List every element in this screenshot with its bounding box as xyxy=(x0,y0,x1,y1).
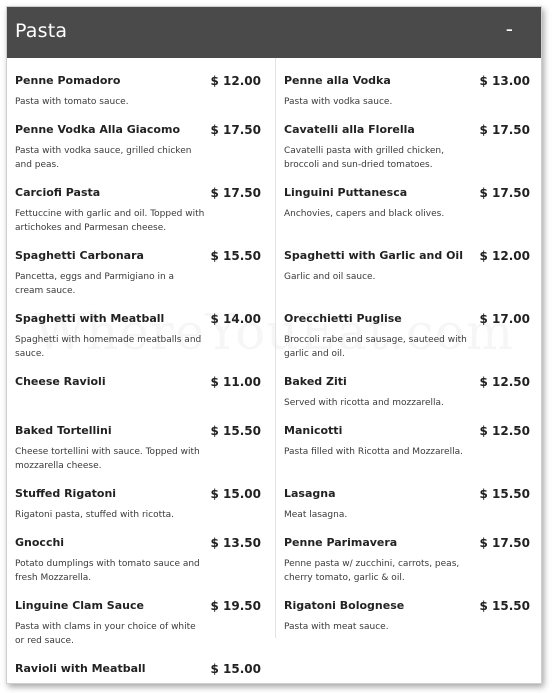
item-name: Lasagna xyxy=(284,487,336,500)
item-price: $ 12.50 xyxy=(479,424,530,438)
item-name: Manicotti xyxy=(284,424,343,437)
item-price: $ 12.00 xyxy=(210,74,261,88)
item-description: Served with ricotta and mozzarella. xyxy=(284,398,444,408)
pasta-menu-card xyxy=(6,6,542,684)
item-description: Garlic and oil sauce. xyxy=(284,272,376,282)
item-description: Potato dumplings with tomato sauce and fresh Mozzarella. xyxy=(15,559,200,583)
item-name: Linguini Puttanesca xyxy=(284,186,408,199)
item-price: $ 13.50 xyxy=(210,536,261,550)
item-description: Anchovies, capers and black olives. xyxy=(284,209,445,219)
item-description: Spaghetti with homemade meatballs and sauce. xyxy=(15,335,202,359)
item-price: $ 12.50 xyxy=(479,375,530,389)
item-description: Pasta with vodka sauce, grilled chicken and peas. xyxy=(15,146,192,170)
item-name: Spaghetti Carbonara xyxy=(15,249,144,262)
item-name: Cheese Ravioli xyxy=(15,375,106,388)
item-name: Linguine Clam Sauce xyxy=(15,599,144,612)
item-description: Pancetta, eggs and Parmigiano in a cream sauce. xyxy=(15,272,175,296)
item-name: Penne Vodka Alla Giacomo xyxy=(15,123,181,136)
item-price: $ 17.50 xyxy=(479,186,530,200)
item-price: $ 17.50 xyxy=(479,536,530,550)
item-price: $ 17.50 xyxy=(479,123,530,137)
item-description: Pasta filled with Ricotta and Mozzarella. xyxy=(284,447,463,457)
item-description: Rigatoni pasta, stuffed with ricotta. xyxy=(15,510,175,520)
item-name: Penne alla Vodka xyxy=(284,74,391,87)
section-title: Pasta xyxy=(15,20,68,42)
item-price: $ 15.50 xyxy=(210,424,261,438)
item-price: $ 11.00 xyxy=(210,375,261,389)
item-price: $ 14.00 xyxy=(210,312,261,326)
item-description: Broccoli rabe and sausage, sauteed with garlic and oil. xyxy=(284,335,467,359)
item-name: Spaghetti with Meatball xyxy=(15,312,165,325)
item-name: Spaghetti with Garlic and Oil xyxy=(284,249,463,262)
item-price: $ 15.50 xyxy=(479,487,530,501)
item-price: $ 17.00 xyxy=(479,312,530,326)
item-price: $ 15.00 xyxy=(210,662,261,676)
column-divider xyxy=(275,58,276,638)
item-price: $ 19.50 xyxy=(210,599,261,613)
item-name: Baked Tortellini xyxy=(15,424,112,437)
item-price: $ 12.00 xyxy=(479,249,530,263)
item-description: Pasta with vodka sauce. xyxy=(284,97,393,107)
item-price: $ 17.50 xyxy=(210,186,261,200)
item-description: Penne pasta w/ zucchini, carrots, peas, cherry tomato, garlic & oil. xyxy=(284,559,460,583)
section-header[interactable] xyxy=(7,7,541,58)
item-description: Cheese tortellini with sauce. Topped with mozzarella cheese. xyxy=(15,447,200,471)
item-description: Fettuccine with garlic and oil. Topped with artichokes and Parmesan cheese. xyxy=(15,209,205,233)
item-price: $ 15.50 xyxy=(479,599,530,613)
item-name: Orecchietti Puglise xyxy=(284,312,402,325)
item-name: Gnocchi xyxy=(15,536,65,549)
item-description: Pasta with tomato sauce. xyxy=(15,97,129,107)
item-name: Stuffed Rigatoni xyxy=(15,487,117,500)
item-description: Pasta with meat sauce. xyxy=(284,622,389,632)
item-description: Cavatelli pasta with grilled chicken, broccoli and sun-dried tomatoes. xyxy=(284,146,444,170)
item-description: Pasta with clams in your choice of white or red sauce. xyxy=(15,622,196,646)
menu-grid xyxy=(7,58,541,683)
item-description: Meat lasagna. xyxy=(284,510,348,520)
item-name: Baked Ziti xyxy=(284,375,347,388)
item-name: Carciofi Pasta xyxy=(15,186,101,199)
item-price: $ 15.00 xyxy=(210,487,261,501)
collapse-icon[interactable]: - xyxy=(505,17,513,41)
item-price: $ 15.50 xyxy=(210,249,261,263)
item-name: Penne Pomadoro xyxy=(15,74,121,87)
item-price: $ 13.00 xyxy=(479,74,530,88)
item-name: Ravioli with Meatball xyxy=(15,662,146,675)
item-name: Rigatoni Bolognese xyxy=(284,599,405,612)
item-price: $ 17.50 xyxy=(210,123,261,137)
item-name: Penne Parimavera xyxy=(284,536,398,549)
item-name: Cavatelli alla Florella xyxy=(284,123,415,136)
